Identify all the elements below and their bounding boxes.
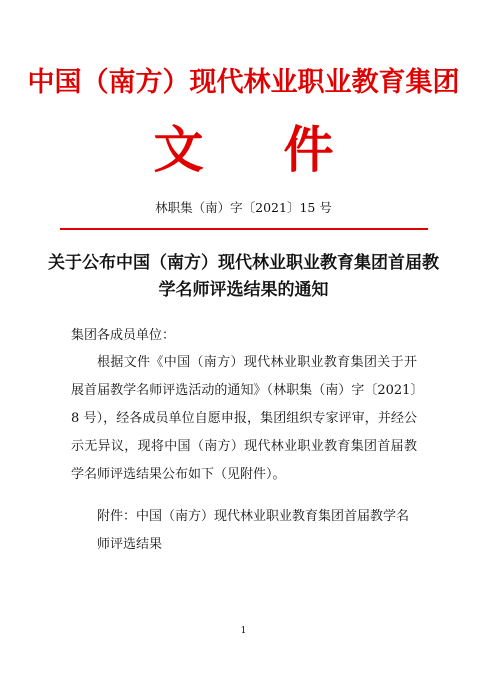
attachment-line bbox=[97, 503, 417, 559]
organization-title: 中国（南方）现代林业职业教育集团 bbox=[27, 67, 460, 98]
header-red-rule bbox=[60, 228, 428, 230]
document-word: 文件 bbox=[153, 121, 414, 179]
attachment-text: 中国（南方）现代林业职业教育集团首届教学名师评选结果 bbox=[97, 509, 410, 552]
document-number: 林职集（南）字〔2021〕15 号 bbox=[155, 200, 332, 215]
notice-title: 关于公布中国（南方）现代林业职业教育集团首届教学名师评选结果的通知 bbox=[48, 253, 439, 300]
page-number: 1 bbox=[240, 626, 247, 636]
salutation: 集团各成员单位： bbox=[71, 328, 176, 343]
attachment-label: 附件： bbox=[97, 509, 137, 524]
notice-body: 根据文件《中国（南方）现代林业职业教育集团关于开展首届教学名师评选活动的通知》（林职集（南）字〔2021〕8 号），经各成员单位自愿申报，集团组织专家评审，并经公示无异议，现将中国（南方）现代林业职业教育集团首届教学名师评选结果公布如下（见附件）。 bbox=[71, 355, 417, 482]
